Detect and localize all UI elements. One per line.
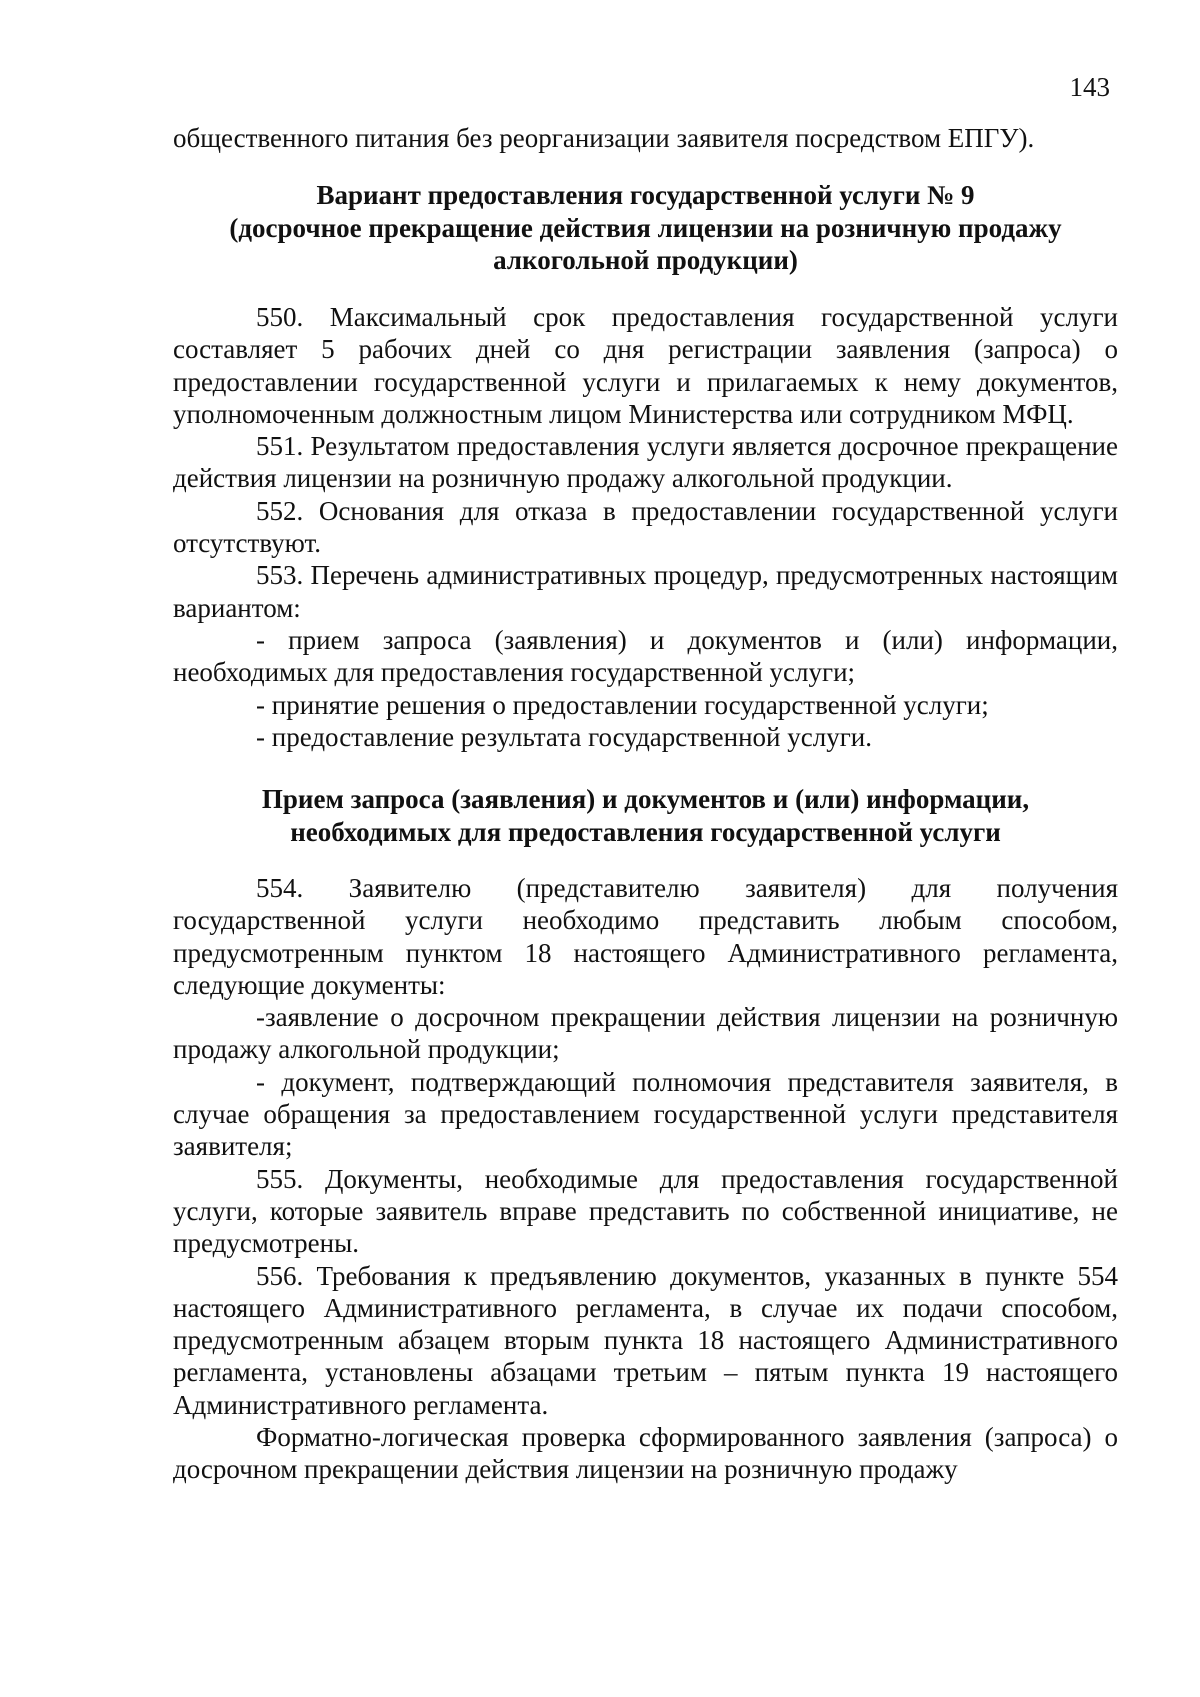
list-item: - документ, подтверждающий полномочия представителя заявителя, в случае обращения за предоставлением государственной услуги представителя заявителя; <box>173 1066 1118 1162</box>
continuation-block <box>173 122 1118 154</box>
section-1-title-line: Вариант предоставления государственной услуги № 9 <box>316 180 975 210</box>
paragraph-553: 553. Перечень административных процедур, предусмотренных настоящим вариантом: <box>173 560 1118 623</box>
section-1-title-line: алкогольной продукции) <box>493 245 798 275</box>
section-1-body <box>173 301 1118 753</box>
section-1-heading <box>173 179 1118 277</box>
list-item: - прием запроса (заявления) и документов и (или) информации, необходимых для предоставления государственной услуги; <box>173 624 1118 688</box>
section-2-body <box>173 872 1118 1486</box>
paragraph-550: 550. Максимальный срок предоставления государственной услуги составляет 5 рабочих дней со дня регистрации заявления (запроса) о предоставлении государственной услуги и прилагаемых к нему документов, уполномоченным должностным лицом Министерства или сотрудником МФЦ. <box>173 302 1118 429</box>
page-number: 143 <box>1069 72 1110 102</box>
list-item: -заявление о досрочном прекращении действия лицензии на розничную продажу алкогольной продукции; <box>173 1002 1118 1065</box>
section-2-heading <box>173 783 1118 848</box>
paragraph-format-check: Форматно-логическая проверка сформированного заявления (запроса) о досрочном прекращении действия лицензии на розничную продажу <box>173 1422 1118 1485</box>
paragraph-556: 556. Требования к предъявлению документов, указанных в пункте 554 настоящего Административного регламента, в случае их подачи способом, предусмотренным абзацем вторым пункта 18 настоящего Административного регламента, установлены абзацами третьим – пятым пункта 19 настоящего Административного регламента. <box>173 1260 1118 1420</box>
list-item: - предоставление результата государственной услуги. <box>256 721 872 752</box>
section-2-title-line: необходимых для предоставления государственной услуги <box>290 816 1001 847</box>
paragraph-554: 554. Заявителю (представителю заявителя) для получения государственной услуги необходимо представить любым способом, предусмотренным пунктом 18 настоящего Административного регламента, следующие документы: <box>173 873 1118 1000</box>
paragraph-552: 552. Основания для отказа в предоставлении государственной услуги отсутствуют. <box>173 495 1118 559</box>
list-item: - принятие решения о предоставлении государственной услуги; <box>256 689 989 720</box>
continuation-paragraph: общественного питания без реорганизации заявителя посредством ЕПГУ). <box>173 123 1035 153</box>
section-1-title-line: (досрочное прекращение действия лицензии на розничную продажу <box>229 212 1062 243</box>
section-2-title-line: Прием запроса (заявления) и документов и (или) информации, <box>261 784 1030 814</box>
paragraph-551: 551. Результатом предоставления услуги является досрочное прекращение действия лицензии на розничную продажу алкогольной продукции. <box>173 431 1118 494</box>
paragraph-555: 555. Документы, необходимые для предоставления государственной услуги, которые заявитель вправе представить по собственной инициативе, не предусмотрены. <box>173 1163 1118 1259</box>
